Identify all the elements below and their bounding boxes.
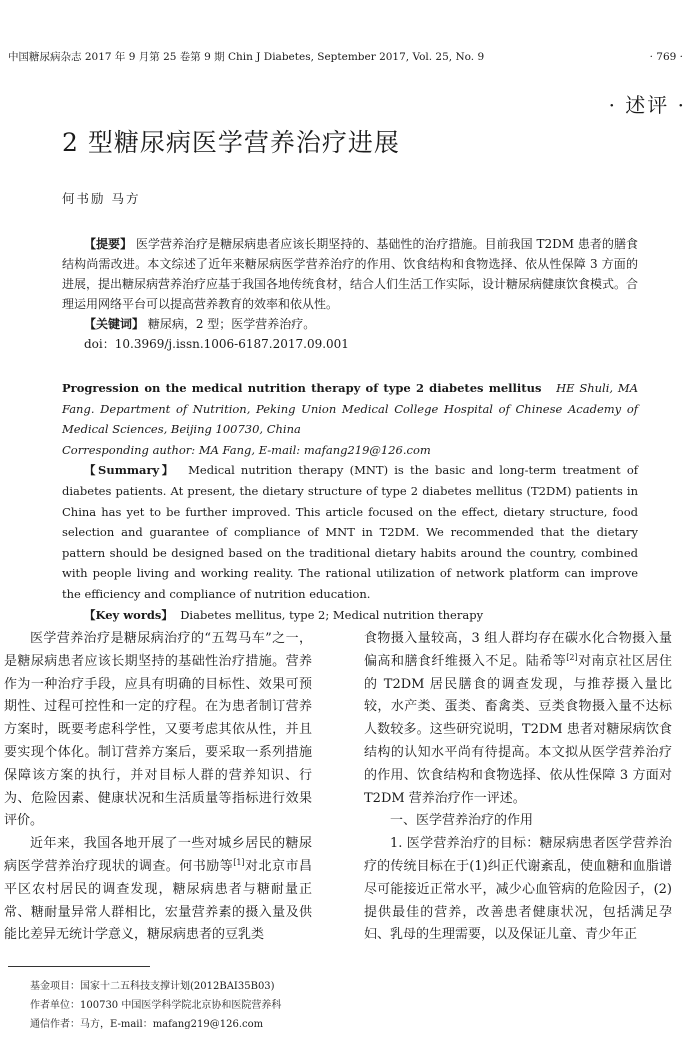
page-number: · 769 · xyxy=(649,51,683,63)
body-text: 食物摄入量较高，3 组人群均存在碳水化合物摄入量偏高和膳食纤维摄入不足。陆希等 xyxy=(364,631,672,669)
summary-text: Medical nutrition therapy (MNT) is the basic and long-term treatment of diabetes patients. At present, the dietary structure of type 2 diabetes mellitus (T2DM) patients in China has yet to be further improved. This article focused on the effect, dietary structure, food selection and guarantee of compliance of MNT in T2DM. We recommended that the dietary pattern should be designed based on the traditional dietary habits around the country, combined with people living and working reality. The rational utilization of network platform can improve the efficiency and compliance of nutrition education. xyxy=(62,463,639,601)
abstract-en-affiliation: Department of Nutrition, Peking Union Medical College Hospital of Chinese Academy of Medical Sciences, Beijing 100730, China xyxy=(62,401,639,437)
footnotes xyxy=(30,977,281,1034)
footnote-corresponding: 通信作者：马方，E-mail：mafang219@126.com xyxy=(30,1019,264,1030)
summary xyxy=(62,460,638,604)
section-heading: 一、医学营养治疗的作用 xyxy=(390,813,534,829)
article-title: 2 型糖尿病医学营养治疗进展 xyxy=(62,128,400,157)
abstract-en-authors: HE Shuli, MA Fang. xyxy=(62,381,638,416)
body-text: 近年来，我国各地开展了一些对城乡居民的糖尿病医学营养治疗现状的调查。何书励等 xyxy=(4,836,312,874)
citation-ref: [2] xyxy=(566,652,578,662)
keywords-zh-label: 【关键词】 xyxy=(84,317,145,331)
abstract-zh-text xyxy=(62,234,638,314)
body-text: 对北京市昌平区农村居民的调查发现，糖尿病患者与糖耐量正常、糖耐量异常人群相比，宏量营养素的摄入量及供能比差异无统计学意义，糖尿病患者的豆乳类 xyxy=(4,858,312,943)
body-paragraph xyxy=(364,628,672,810)
abstract-zh xyxy=(62,234,638,354)
article-authors: 何书励 马方 xyxy=(62,191,141,206)
doi: doi：10.3969/j.issn.1006-6187.2017.09.001 xyxy=(84,337,349,351)
abstract-en-header xyxy=(62,378,638,440)
body-text: 对南京社区居住的 T2DM 居民膳食的调查发现，与推荐摄入量比较，水产类、蛋类、畜禽类、豆类食物摄入量不达标人数较多。这些研究说明，T2DM 患者对糖尿病饮食结构的认知水平尚有待提高。本文拟从医学营养治疗的作用、饮食结构和食物选择、依从性保障 3 方面对 T2DM 营养治疗作一评述。 xyxy=(364,653,672,806)
footnote-unit: 作者单位：100730 中国医学科学院北京协和医院营养科 xyxy=(30,1000,282,1011)
citation-ref: [1] xyxy=(233,857,245,867)
section-tag: · 述评 · xyxy=(608,93,686,117)
footnote-divider xyxy=(8,966,150,967)
abstract-en-title: Progression on the medical nutrition therapy of type 2 diabetes mellitus xyxy=(62,381,542,395)
body-paragraph xyxy=(4,833,312,947)
abstract-zh-body: 医学营养治疗是糖尿病患者应该长期坚持的、基础性的治疗措施。目前我国 T2DM 患者的膳食结构尚需改进。本文综述了近年来糖尿病医学营养治疗的作用、饮食结构和食物选择、依从性保障 3 方面的进展，提出糖尿病营养治疗应基于我国各地传统食材，结合人们生活工作实际，设计糖尿病健康饮食模式。合理运用网络平台可以提高营养教育的效率和依从性。 xyxy=(62,237,639,311)
keywords-en-text: Diabetes mellitus, type 2; Medical nutrition therapy xyxy=(180,607,484,622)
footnote-fund: 基金项目：国家十二五科技支撑计划(2012BAI35B03) xyxy=(30,981,275,992)
body-column-left xyxy=(4,628,312,947)
abstract-zh-label: 【提要】 xyxy=(84,237,133,251)
body-column-right xyxy=(364,628,672,947)
body-paragraph: 1. 医学营养治疗的目标：糖尿病患者医学营养治疗的传统目标在于(1)纠正代谢紊乱，使血糖和血脂谱尽可能接近正常水平，减少心血管病的危险因子，(2)提供最佳的营养，改善患者健康状况，包括满足孕妇、乳母的生理需要，以及保证儿童、青少年正 xyxy=(364,836,672,943)
summary-label: 【Summary】 xyxy=(84,463,176,478)
keywords-zh xyxy=(62,314,638,334)
body-paragraph: 医学营养治疗是糖尿病治疗的“五驾马车”之一，是糖尿病患者应该长期坚持的基础性治疗措施。营养作为一种治疗手段，应具有明确的目标性、效果可预期性、过程可控性和一定的疗程。在为患者制订营养方案时，既要考虑科学性，又要考虑其依从性，并且要实现个体化。制订营养方案后，要采取一系列措施保障该方案的执行，并对目标人群的营养知识、行为、危险因素、健康状况和生活质量等指标进行效果评价。 xyxy=(4,631,312,829)
abstract-en xyxy=(62,378,638,625)
journal-citation: 中国糖尿病杂志 2017 年 9 月第 25 卷第 9 期 Chin J Diabetes, September 2017, Vol. 25, No. 9 xyxy=(8,51,485,63)
keywords-zh-text: 糖尿病，2 型；医学营养治疗。 xyxy=(147,317,316,331)
keywords-en xyxy=(62,605,638,626)
corresponding-author xyxy=(62,440,638,461)
corresponding-author-text: Corresponding author: MA Fang, E-mail: mafang219@126.com xyxy=(62,442,431,457)
keywords-en-label: 【Key words】 xyxy=(84,607,173,622)
